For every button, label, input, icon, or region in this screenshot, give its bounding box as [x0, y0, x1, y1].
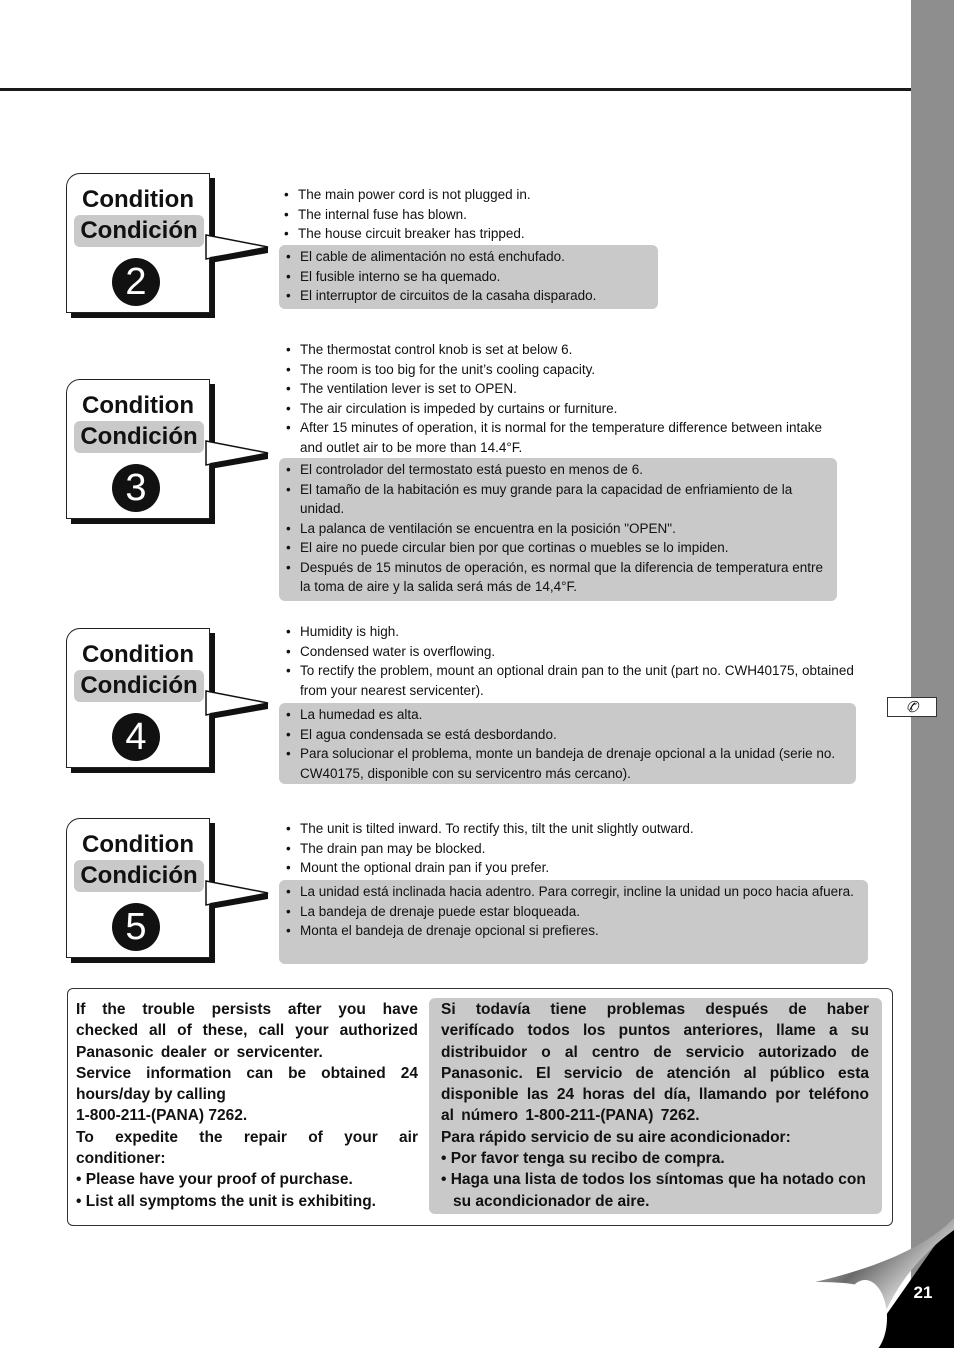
list-item: • To rectify the problem, mount an optional drain pan to the unit (part no. CWH40175, obtained from your nearest servicenter).	[283, 661, 863, 700]
condition-label-es: Condición	[74, 215, 204, 247]
condition-5-causes-es-box	[279, 880, 868, 964]
list-item: • Para solucionar el problema, monte un bandeja de drenaje opcional a la unidad (serie no. CW40175, disponible con su servicentro más cercano).	[283, 744, 848, 783]
list-item: • El cable de alimentación no está enchufado.	[283, 247, 650, 267]
list-item: • The house circuit breaker has tripped.	[281, 224, 841, 244]
condition-4-badge	[66, 628, 216, 775]
service-info-en	[76, 999, 418, 1212]
condition-label-es: Condición	[74, 860, 204, 892]
callout-pointer	[206, 689, 276, 719]
condition-label-es: Condición	[74, 670, 204, 702]
phone-icon-tab	[887, 697, 937, 717]
condition-2-causes-es-box	[279, 245, 658, 309]
list-item: • The internal fuse has blown.	[281, 205, 841, 225]
header-rule	[0, 88, 911, 91]
side-margin-band	[911, 0, 954, 1348]
list-item: • El fusible interno se ha quemado.	[283, 267, 650, 287]
condition-4-causes-es	[283, 705, 848, 783]
condition-label-en: Condition	[82, 641, 194, 668]
condition-label-es: Condición	[74, 421, 204, 453]
list-item: • La humedad es alta.	[283, 705, 848, 725]
condition-4-causes-en	[283, 622, 863, 700]
list-item: • El agua condensada se está desbordando.	[283, 725, 848, 745]
list-item: • La unidad está inclinada hacia adentro. Para corregir, incline la unidad un poco hacia afuera.	[283, 882, 860, 902]
list-item: • La bandeja de drenaje puede estar bloqueada.	[283, 902, 860, 922]
condition-label-en: Condition	[82, 831, 194, 858]
service-bullet: • Por favor tenga su recibo de compra.	[441, 1150, 725, 1168]
list-item: • Humidity is high.	[283, 622, 863, 642]
list-item: • After 15 minutes of operation, it is normal for the temperature difference between intake and outlet air to be more than 14.4°F.	[283, 418, 843, 457]
condition-label-en: Condition	[82, 392, 194, 419]
list-item: • The room is too big for the unit’s cooling capacity.	[283, 360, 843, 380]
condition-2-causes-es	[283, 247, 650, 306]
condition-2-causes-en	[281, 185, 841, 244]
service-bullet: • Please have your proof of purchase.	[76, 1171, 353, 1189]
condition-number: 5	[112, 903, 160, 951]
list-item: • The thermostat control knob is set at below 6.	[283, 340, 843, 360]
condition-5-causes-en	[283, 819, 863, 878]
callout-pointer	[206, 879, 276, 909]
condition-2-badge	[66, 173, 216, 320]
condition-3-badge	[66, 379, 216, 526]
list-item: • La palanca de ventilación se encuentra en la posición "OPEN".	[283, 519, 829, 539]
service-text: Para rápido servicio de su aire acondicionador:	[441, 1128, 791, 1146]
list-item: • El interruptor de circuitos de la casaha disparado.	[283, 286, 650, 306]
service-info-es	[441, 999, 869, 1212]
service-text: If the trouble persists after you have checked all of these, call your authorized Panasonic dealer or servicenter.	[76, 1001, 418, 1061]
list-item: • The main power cord is not plugged in.	[281, 185, 841, 205]
condition-number: 4	[112, 713, 160, 761]
list-item: • The unit is tilted inward. To rectify this, tilt the unit slightly outward.	[283, 819, 863, 839]
list-item: • The ventilation lever is set to OPEN.	[283, 379, 843, 399]
condition-label-en: Condition	[82, 186, 194, 213]
service-bullet: • List all symptoms the unit is exhibiting.	[76, 1192, 376, 1210]
condition-5-causes-es	[283, 882, 860, 941]
condition-number: 3	[112, 464, 160, 512]
service-phone: 1-800-211-(PANA) 7262.	[76, 1107, 248, 1125]
callout-pointer	[206, 233, 276, 263]
list-item: • Después de 15 minutos de operación, es normal que la diferencia de temperatura entre la toma de aire y la salida será más de 14,4°F.	[283, 558, 829, 597]
condition-3-causes-es	[283, 460, 829, 597]
condition-5-badge	[66, 818, 216, 965]
service-text: To expedite the repair of your air conditioner:	[76, 1128, 418, 1168]
list-item: • El controlador del termostato está puesto en menos de 6.	[283, 460, 829, 480]
callout-pointer	[206, 439, 276, 469]
list-item: • Mount the optional drain pan if you prefer.	[283, 858, 863, 878]
service-text: Service information can be obtained 24 hours/day by calling	[76, 1064, 418, 1104]
service-bullet: • Haga una lista de todos los síntomas que ha notado con su acondicionador de aire.	[441, 1171, 866, 1210]
condition-3-causes-es-box	[279, 458, 837, 601]
phone-icon: ✆	[905, 698, 919, 716]
list-item: • El tamaño de la habitación es muy grande para la capacidad de enfriamiento de la unidad.	[283, 480, 829, 519]
list-item: • Monta el bandeja de drenaje opcional si prefieres.	[283, 921, 860, 941]
service-text: Si todavía tiene problemas después de haber verifícado todos los puntos anteriores, llame a su distribuidor o al centro de servicio autorizado de Panasonic. El servicio de atención al público esta disponible las 24 horas del día, llamando por teléfono al número 1-800-211-(PANA) 7262.	[441, 1001, 869, 1125]
list-item: • The air circulation is impeded by curtains or furniture.	[283, 399, 843, 419]
condition-4-causes-es-box	[279, 703, 856, 784]
page-number: 21	[913, 1283, 933, 1302]
list-item: • Condensed water is overflowing.	[283, 642, 863, 662]
list-item: • The drain pan may be blocked.	[283, 839, 863, 859]
condition-number: 2	[112, 258, 160, 306]
condition-3-causes-en	[283, 340, 843, 457]
list-item: • El aire no puede circular bien por que cortinas o muebles se lo impiden.	[283, 538, 829, 558]
